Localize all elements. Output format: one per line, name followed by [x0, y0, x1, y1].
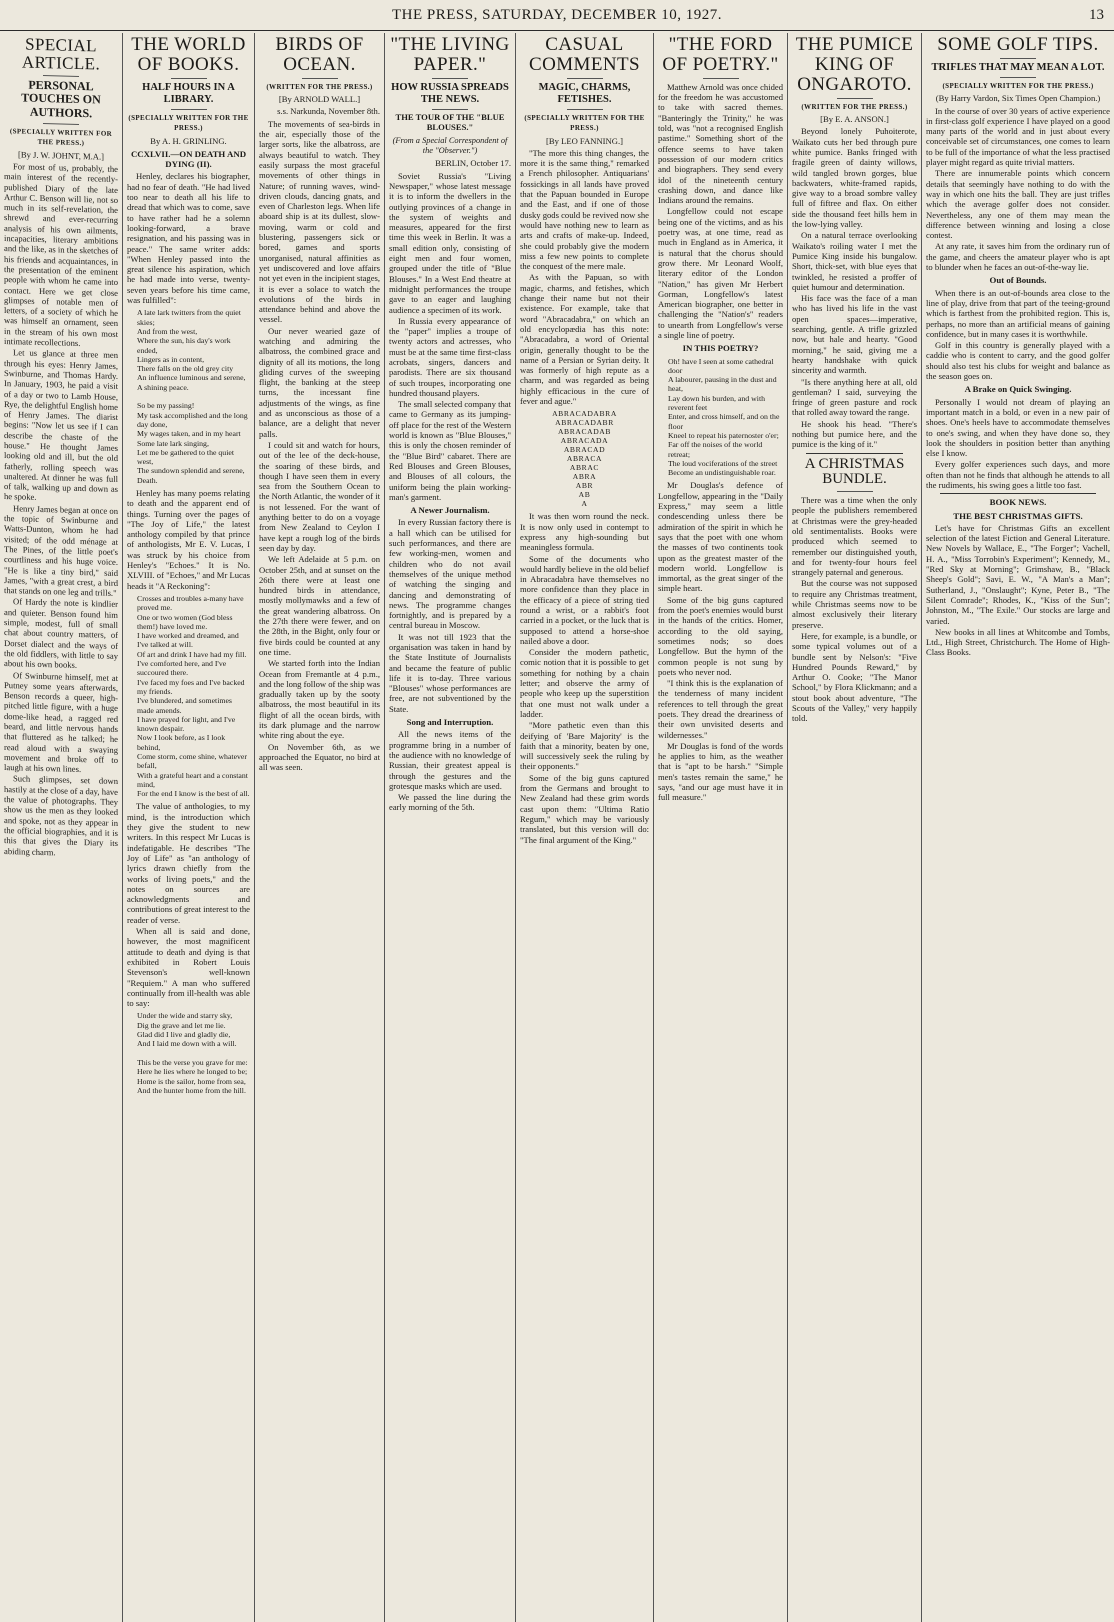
abracadabra-charm [520, 409, 649, 508]
paragraph: There was a time when the only people the publishers remembered at Christmas were the grey-headed old sentimentalists. Books were produced which seemed to remember our distinguished youth, and for twenty-four hours feel strangely paternal and generous. [792, 495, 917, 578]
paragraph: Longfellow could not escape being one of the victims, and as his poetry was, at one time, read as much in England as in America, it is natural that the chorus should grow there. Mr Leonard Woolf, literary editor of the London "Nation," has given Mr Herbert Gorman, Longfellow's latest American biographer, one better in challenging the "Nation's" readers to unearth from Longfellow's verse a single line of poetry. [658, 206, 783, 340]
paragraph: "The more this thing changes, the more it is the same thing," remarked a French philosopher. Antiquarians' fossickings in all lands have proved that the Papuan bounded in Europe and the East, and if one of those dusky gods could be revived now she would have nothing new to learn as arts and crafts of make-up. Indeed, she could probably give the modern miss a few new points to complete the conquest of the mere male. [520, 147, 649, 272]
paragraph: Some of the documents who would hardly believe in the old belief in Abracadabra have themselves no more confidence than they place in the efficacy of a piece of string tied round a wrist, or a rabbit's foot carried in a pocket, or the luck that is supposed to attend a horse-shoe nailed above a door. [520, 553, 649, 646]
article-byline: [By E. A. ANSON.] [820, 114, 889, 125]
section-subheading: IN THIS POETRY? [682, 343, 759, 354]
column-pumice-king [787, 33, 921, 1622]
paragraph: Of Hardy the note is kindlier and quieter. Benson found him simple, modest, full of small chat about country matters, of Dorset dialect and the ways of the old fiddlers, with little to say about his own books. [4, 596, 118, 671]
article-title: PERSONAL TOUCHES ON AUTHORS. [21, 77, 101, 121]
poem-block: Oh! have I seen at some cathedral door A labourer, pausing in the dust and heat, Lay down his burden, and with reverent feet Enter, and cross himself, and on the floor Kneel to repeat his paternoster o'er; Far off the noises of the world retreat; The loud vociferations of the street Become an undistinguishable roar. [668, 356, 780, 478]
article-title: "THE FORD OF POETRY." [662, 34, 779, 75]
paragraph: He shook his head. "There's nothing but pumice here, and the pumice is the king of it." [792, 418, 917, 450]
paragraph: In Russia every appearance of the "paper" implies a troupe of twenty actors and actresses, who must be at the same time first-class acrobats, singers, dancers and parodists. There are six thousand of such troupes, incorporating one hundred thousand players. [389, 315, 511, 398]
paragraph: Golf in this country is generally played with a caddie who is content to carry, and the good golfer should also test his clubs for weight and balance as the season goes on. [926, 340, 1110, 382]
charm-line: ABRA [572, 472, 597, 482]
paragraph: It was not till 1923 that the organisation was taken in hand by the State Institute of Journalists and became the feature of public life it is to-day. Three various "Blouses" whose performances are free, are not subventioned by the State. [389, 631, 511, 714]
charm-line: ABRACA [566, 454, 603, 464]
column-living-paper [384, 33, 515, 1622]
charm-line: ABRACADABRA [552, 409, 617, 419]
paragraph: Consider the modern pathetic, comic notion that it is possible to get something for nothing by a chain letter; and observe the army of people who keep up the superstition that one must not walk under a ladder. [520, 647, 649, 719]
paragraph: Some of the big guns captured from the Germans and brought to New Zealand had these grim words cast upon them: "Ultima Ratio Regum," which may be variously translated, but this version will do: "The final argument of the King." [520, 772, 649, 845]
paragraph: Let's have for Christmas Gifts an excellent selection of the latest Fiction and General Literature. New Novels by Wallace, E., "The Forger"; Vachell, H. A., "Miss Torrobin's Experiment"; Kennedy, M., "Red Sky at Morning"; Grimshaw, B., "Black Sheep's Gold"; Savi, E. W., "A Man's a Man"; Sutherland, J., "Onslaught"; Kyne, Peter B., "The Silent Comrade"; Rhodes, K., "Kiss of the Sun"; Johnston, M., "The Exile." Our stocks are large and varied. [926, 522, 1110, 626]
article-credit: (From a Special Correspondent of the "Observer.") [392, 135, 508, 156]
paragraph: Some of the big guns captured from the poet's enemies would burst in the hands of the critics. Homer, according to the old saying, sometimes nods; so does Longfellow. But the hymn of the common people is not sung by poets who never nod. [658, 594, 783, 677]
paragraph: On a natural terrace overlooking Waikato's roiling water I met the Pumice King inside his bungalow. Short, thick-set, with blue eyes that twinkled, he resisted a proffer of quiet humour and determination. [792, 230, 917, 292]
article-title-secondary: A CHRISTMAS BUNDLE. [804, 455, 905, 488]
column-special-article [0, 33, 122, 1622]
charm-line: ABRACAD [563, 445, 606, 455]
paragraph: Let us glance at three men through his eyes: Henry James, Swinburne, and Thomas Hardy. In January, 1903, he paid a visit of a day or two to Lamb House, Rye, the delightful English home of Henry James. The diarist begins: "Now let us see if I can describe the chaste of the house." He thought James looking old and ill, but the old fatherly, rolling speech was unaltered. At dinner he was full of talk, walking up and down as he spoke. [4, 347, 118, 503]
column-golf-tips [921, 33, 1114, 1622]
paragraph: New books in all lines at Whitcombe and Tombs, Ltd., High Street, Christchurch. The Home of High-Class Books. [926, 626, 1110, 658]
column-casual-comments [515, 33, 653, 1622]
paragraph: For most of us, probably, the main interest of the recently-published Diary of the late Arthur C. Benson will lie, not so much in its self-revelation, the shrewd and ever-recurring analysis of his own ailments, incapacities, literary ambitions and the like, as in the sketches of his friends and acquaintances, in the presentation of the eminent people with whom he came into contact. Here we get close glimpses of notable men of letters, of a society of which he was himself an ornament, seen in the stream of his own most intimate recollections. [4, 161, 118, 349]
charm-line: A [581, 499, 588, 509]
charm-line: AB [578, 490, 591, 500]
paragraph: Every golfer experiences such days, and more often than not he finds that although he attends to all the rudiments, his swing goes a little too fast. [926, 459, 1110, 490]
charm-line: ABR [575, 481, 594, 491]
paragraph: Mr Douglas is fond of the words he applies to him, as the weather that is "apt to be harsh." "Simple men's tastes remain the same," he says, "and our age must have it in full measure." [658, 740, 783, 803]
charm-line: ABRACADA [560, 436, 609, 446]
article-subtitle: MAGIC, CHARMS, FETISHES. [538, 81, 631, 105]
article-byline: [By LEO FANNING.] [546, 135, 623, 146]
paragraph: Henley, declares his biographer, had no fear of death. "He had lived too near to death all his life to dread that which was to come, save to have rather had he a solemn looking-forward, a brave resignation, and his passing was in peace." The same writer adds: "When Henley passed into the great silence his aspiration, which he had made into verse, twenty-seven years before his time came, was fulfilled": [127, 171, 250, 306]
book-news-subheading: THE BEST CHRISTMAS GIFTS. [953, 510, 1083, 521]
paragraph: Mr Douglas's defence of Longfellow, appearing in the "Daily Express," may seem a little condescending unless there be admiration of the spirit in which he says that the poet with one whom the masses of two continents took upon as the greatest master of the modern world. Longfellow is immortal, as the great singer of the simple heart. [658, 480, 783, 594]
divider [940, 493, 1096, 494]
charm-line: ABRACADAB [557, 427, 612, 437]
divider [806, 453, 903, 454]
paragraph: When there is an out-of-bounds area close to the line of play, drive from that part of the teeing-ground which is farthest from the prohibited region. This is, perhaps, no more than an artificial means of gaining confidence, but in many cases it is worthwhile. [926, 287, 1110, 339]
section-subheading: A Brake on Quick Swinging. [964, 384, 1072, 395]
article-credit: (SPECIALLY WRITTEN FOR THE PRESS.) [942, 82, 1094, 90]
paragraph: Soviet Russia's "Living Newspaper," whose latest message it is to inform the dwellers in the outlying provinces of a change in the system of weights and measures, appeared for the first time this week in Berlin. It was a small edition only, consisting of eight men and four women, grouped under the title of "Blue Blouses." In a West End theatre at midnight performances the troupe gave to an eager and laughing audience a specimen of its work. [389, 170, 511, 315]
divider [567, 109, 603, 110]
paragraph: I could sit and watch for hours, out of the lee of the deck-house, the soaring of these birds, and though I have seen them in every sea from the Southern Ocean to the North Atlantic, the wonder of it is not lessened. For the want of anything better to do on a voyage from New Zealand to Ceylon I have kept a rough log of the birds seen day by day. [259, 439, 381, 553]
article-columns [0, 33, 1114, 1622]
paragraph: In the course of over 30 years of active experience in first-class golf experience I have played on a good many parts of the world and in just about every conceivable set of circumstances, one comes to learn to be full of the importance of what the less practised player might regard as quite trivial matters. [926, 105, 1110, 168]
article-dateline: BERLIN, October 17. [435, 158, 511, 169]
paragraph: Our never wearied gaze of watching and admiring the albatross, the combined grace and dignity of all its motions, the long gliding curves of the sweeping flight, the banking at the steep turns, the incessant fine adjustments of the wings, as fine and as unconscious as those of a balance, are a delight that never palls. [259, 325, 380, 439]
section-subheading: CCXLVII.—ON DEATH AND DYING (II). [130, 148, 247, 170]
divider [703, 78, 739, 79]
divider [43, 123, 79, 125]
column-ford-of-poetry [653, 33, 787, 1622]
paragraph: Henry James began at once on the topic of Swinburne and Watts-Dunton, whom he had visited; of the odd ménage at The Pines, of the little poet's courtliness and his huge voice. "He is like a tiny bird," said James, "with a great crest, a bird that stands on one leg and trills." [4, 503, 118, 599]
paragraph: When all is said and done, however, the most magnificent attitude to death and dying is that exhibited in Robert Louis Stevenson's well-known "Requiem." A man who suffered continually from ill-health was able to say: [127, 926, 250, 1009]
divider [171, 109, 207, 110]
article-credit: (WRITTEN FOR THE PRESS.) [801, 102, 908, 111]
divider [302, 78, 338, 79]
paragraph: We left Adelaide at 5 p.m. on October 25th, and at sunset on the 26th there were at least one hundred birds in attendance, mostly mollymawks and a few of the great wandering albatross. On the 27th there were fewer, and on the 28th, in the Bight, only four or five birds could be counted at any one time. [259, 554, 380, 657]
poem-block: Under the wide and starry sky, Dig the grave and let me lie. Glad did I live and gladly die, And I laid me down with a will. This be the verse you grave for me: Here he lies where he longed to be; Home is the sailor, home from sea, And the hunter home from the hill. [137, 1011, 248, 1095]
article-byline: By A. H. GRINLING. [150, 135, 227, 146]
article-title: CASUAL COMMENTS [529, 34, 640, 75]
article-title: BIRDS OF OCEAN. [275, 34, 364, 75]
divider [1000, 58, 1036, 59]
paragraph: It was then worn round the neck. It is now only used in contempt to express any high-sounding but meaningless formula. [520, 511, 649, 553]
paragraph: In every Russian factory there is a hall which can be utilised for such performances, and there are few working-men, women and children who do not avail themselves of the unique method of watching the singing and dancing and demonstrating of news. The programme changes fortnightly, and is prepared by a central bureau in Moscow. [389, 517, 511, 631]
article-title: "THE LIVING PAPER." [390, 34, 510, 75]
article-dateline: s.s. Narkunda, November 8th. [277, 106, 380, 117]
section-subheading: Out of Bounds. [989, 275, 1047, 286]
paragraph: Such glimpses, set down hastily at the close of a day, have the value of photographs. They show us the men as they looked and spoke, not as they appear in the official biographies, and it is this that gives the Diary its abiding charm. [4, 773, 118, 857]
paragraph: "More pathetic even than this deifying of 'Bare Majority' is the faith that a minority, beaten by one, will successively seek the ruling by their opponents." [520, 720, 649, 772]
section-subheading: A Newer Journalism. [410, 505, 490, 516]
divider [837, 98, 873, 99]
divider [567, 78, 603, 79]
article-credit: (SPECIALLY WRITTEN FOR THE PRESS.) [9, 127, 113, 148]
article-credit: (SPECIALLY WRITTEN FOR THE PRESS.) [524, 114, 645, 133]
paragraph: "I think this is the explanation of the tenderness of many incident references to tell through the great poets. They dread the dreariness of their own unvisited deserts and wildernesses." [658, 678, 783, 740]
paragraph: We passed the line during the early morning of the 5th. [389, 792, 511, 813]
paragraph: As with the Papuan, so with magic, charms, and fetishes, which change their name but not their existence. For example, take that word "Abracadabra," on which an old encyclopædia has this note: "Abracadabra, a word of Oriental origin, generally thought to be the name of a Persian or Syrian deity. It was formerly of high repute as a charm, and was regarded as being highly efficacious in the cure of fever and ague." [520, 272, 649, 407]
newspaper-dateline: THE PRESS, SATURDAY, DECEMBER 10, 1927. [392, 7, 722, 23]
divider [432, 78, 468, 79]
article-byline: (By Harry Vardon, Six Times Open Champion.) [935, 93, 1101, 104]
article-subtitle-secondary: THE TOUR OF THE "BLUE BLOUSES." [395, 112, 505, 132]
paragraph: All the news items of the programme bring in a number of the audience with no knowledge of Russian, their greatest appeal is through the gestures and the grotesque masks which are used. [389, 729, 511, 791]
divider [432, 109, 468, 110]
article-byline: [By J. W. JOHNT, M.A.] [17, 149, 105, 162]
paragraph: There are innumerable points which concern details that seemingly have nothing to do with the way in which one hits the ball. They are just trifles which the average golfer does not consider. Nevertheless, any one of them may mean the difference between winning and losing a close contest. [926, 168, 1110, 241]
paragraph: His face was the face of a man who has lived his life in the vast open spaces—imperative, searching, gentle. A trifle grizzled now, but hale and hearty. "Good morning," he said, giving me a hearty handshake with quick sincerity and warmth. [792, 293, 917, 376]
article-credit: (SPECIALLY WRITTEN FOR THE PRESS.) [128, 114, 249, 133]
paragraph: Beyond lonely Puhoiterote, Waikato cuts her bed through pure white pumice. Banks fringed with fragile green of dainty willows, wild tangled brown gorges, blue backwaters, white-framed rapids, give way to a broad sombre valley full of fiftree and flax. On either side the thousand feet hills hem in the low-lying valley. [792, 126, 917, 230]
article-subtitle: HALF HOURS IN A LIBRARY. [142, 81, 235, 105]
divider [171, 78, 207, 79]
article-credit: (WRITTEN FOR THE PRESS.) [266, 82, 373, 91]
book-news-heading: BOOK NEWS. [989, 497, 1047, 508]
article-title: THE WORLD OF BOOKS. [131, 34, 246, 75]
paragraph: The movements of sea-birds in the air, especially those of the larger sorts, like the albatross, are always beautiful to watch. They easily surpass the most graceful movements of other things in Nature; of running waves, wind-driven clouds, dancing gnats, and even of Charleston legs. When life aboard ship is at its dullest, slow-moving, warm or cold and blustering, passengers sick or bored, games and sports unorganised, natural affinities as yet undiscovered and love affairs not yet even in the incipient stages, it is ever a solace to watch the evolutions of the birds in attendance behind and above the vessel. [259, 118, 380, 325]
article-title: SOME GOLF TIPS. [937, 34, 1099, 55]
charm-line: ABRACADABR [555, 418, 614, 428]
charm-line: ABRAC [569, 463, 600, 473]
paragraph: The small selected company that came to Germany as its jumping-off place for the rest of the Western world is known as "Blue Blouses," this is only the chosen reminder of the "Blue Bird" cabaret. There are Red Blouses and Green Blouses, and Blouses of all colours, the uniform being the plain working-man's garment. [389, 399, 511, 502]
article-subtitle: TRIFLES THAT MAY MEAN A LOT. [931, 61, 1105, 73]
divider [43, 75, 79, 77]
section-subheading: Song and Interruption. [406, 717, 494, 728]
paragraph: On November 6th, as we approached the Equator, no bird at all was seen. [259, 741, 380, 773]
page-number: 13 [1089, 7, 1104, 23]
paragraph: But the course was not supposed to require any Christmas treatment, while Christmas seems now to be almost exclusively their literary preserve. [792, 578, 917, 630]
section-heading: SPECIAL ARTICLE. [21, 34, 101, 74]
paragraph: Matthew Arnold was once chided for the freedom he was accustomed to take with sacred themes. "Banteringly the Trinity," he was told, was "not a recognised English pastime." Something short of the offence seems to have taken possession of our modern critics and biographers. They send every idol of the nineteenth century crashing down, and dance like Indians around the remains. [658, 81, 783, 206]
paragraph: At any rate, it saves him from the ordinary run of the game, and cheers the amateur player who is apt to blunder when he faces an out-of-the-way lie. [926, 241, 1110, 273]
divider [837, 491, 873, 492]
paragraph: The value of anthologies, to my mind, is the introduction which they give the student to new writers. In this respect Mr Lucas is indefatigable. He describes "The Joy of Life" as "an anthology of lyrics drawn chiefly from the works of living poets," and the notes on sources are acknowledgments and contributions of great interest to the reader of verse. [127, 801, 250, 925]
column-world-of-books [122, 33, 254, 1622]
article-subtitle: HOW RUSSIA SPREADS THE NEWS. [391, 81, 509, 105]
paragraph: Personally I would not dream of playing an important match in a bold, or even in a new pair of shoes. One's heels have to accommodate themselves to one's swing, and when they have done so, they look the shoulders in position better than anything else I know. [926, 396, 1110, 459]
masthead [0, 0, 1114, 31]
paragraph: "Is there anything here at all, old gentleman? I said, surveying the fringe of green pasture and rock that rolled away toward the range. [792, 376, 917, 418]
paragraph: Here, for example, is a bundle, or some typical volumes out of a bundle sent by Nelson's: "Five Hundred Pounds Reward," by Arthur O. Cooke; "The Manor School," by Flora Klickmann; and a stout book about adventure, "The Scouts of the Valley," very happily told. [792, 630, 917, 724]
paragraph: Of Swinburne himself, met at Putney some years afterwards, Benson records a queer, high-pitched little figure, with a huge dome-like head, a ragged red beard, and little nervous hands that fluttered as he talked; he read aloud with a swaying movement and broke off to laugh at his own lines. [4, 669, 118, 775]
article-title: THE PUMICE KING OF ONGAROTO. [795, 34, 914, 95]
poem-block: Crosses and troubles a-many have proved me. One or two women (God bless them!) have loved me. I have worked and dreamed, and I've talked at will. Of art and drink I have had my fill. I've comforted here, and I've succoured there. I've faced my foes and I've backed my friends. I've blundered, and sometimes made amends. I have prayed for light, and I've known despair. Now I look before, as I look behind, Come storm, come shine, whatever befall, With a grateful heart and a constant mind, For the end I know is the best of all. [137, 593, 250, 799]
poem-block: A late lark twitters from the quiet skies; And from the west, Where the sun, his day's work ended, Lingers as in content, There falls on the old grey city An influence luminous and serene, A shining peace. So be my passing! My task accomplished and the long day done, My wages taken, and in my heart Some late lark singing, Let me be gathered to the quiet west, The sundown splendid and serene, Death. [137, 308, 248, 485]
divider [1000, 77, 1036, 78]
paragraph: We started forth into the Indian Ocean from Fremantle at 4 p.m., and the long follow of the ship was gradually taken up by the sooty albatross, the most beautiful in its flight of all the ocean birds, with its dark plumage and the narrow white ring about the eye. [259, 658, 381, 741]
paragraph: Henley has many poems relating to death and the apparent end of things. Turning over the pages of "The Joy of Life," the latest anthology compiled by that prince of anthologists, Mr E. V. Lucas, I was struck by his choice from Henley's "Echoes." It is No. XLVIII. of "Echoes," and Mr Lucas heads it "A Reckoning": [127, 487, 250, 591]
article-byline: [By ARNOLD WALL.] [278, 94, 361, 105]
column-birds-of-ocean [254, 33, 384, 1622]
